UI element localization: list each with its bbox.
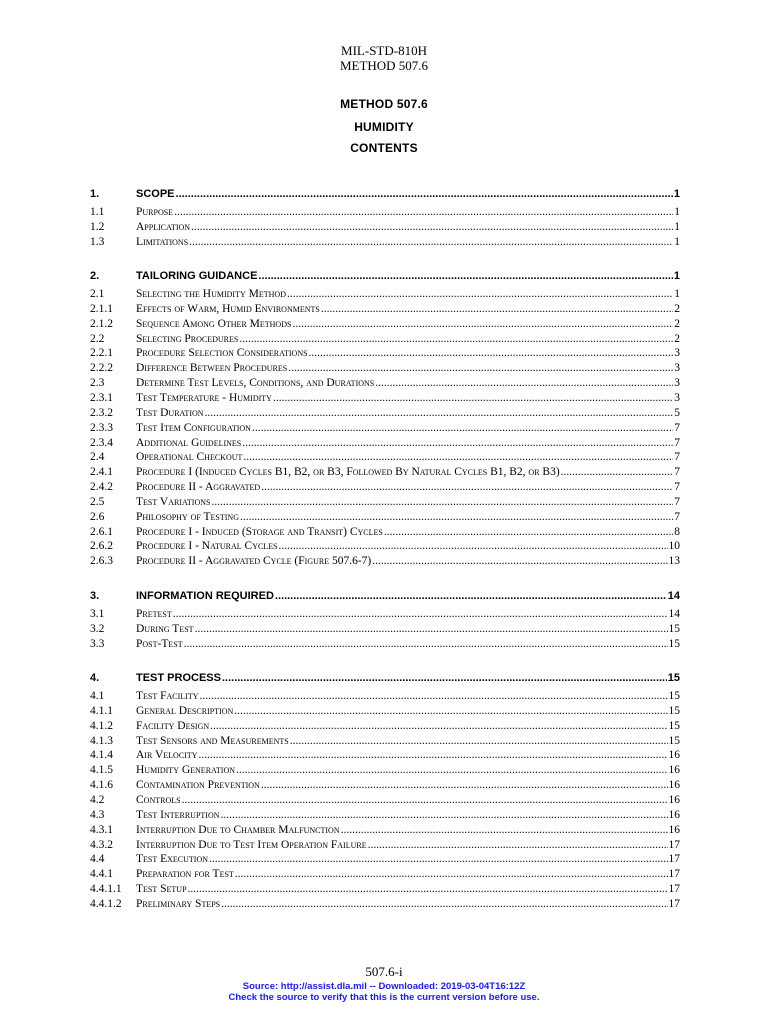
toc-entry-row[interactable]: [90, 523, 680, 538]
toc-entry-row[interactable]: [90, 895, 680, 910]
toc-title: Selecting the Humidity Method: [136, 288, 286, 300]
toc-title: Test Execution: [136, 853, 209, 866]
toc-page-number: 3: [674, 362, 680, 375]
toc-page-number: 16: [668, 823, 680, 836]
toc-leader-dots: [261, 779, 668, 791]
toc-title: Philosophy of Testing: [136, 510, 239, 523]
toc-page-number: 15: [668, 690, 680, 702]
toc-number: 3.2: [90, 622, 105, 635]
toc-leader-dots: [384, 526, 673, 538]
toc-page-number: 16: [668, 749, 680, 762]
toc-leader-dots: [205, 407, 673, 419]
toc-page-number: 1: [674, 288, 680, 300]
toc-leader-dots: [240, 511, 673, 523]
toc-page-number: 17: [668, 853, 680, 866]
toc-entry-row[interactable]: [90, 330, 680, 345]
toc-number: 2.3.1: [90, 391, 113, 404]
toc-title: Procedure II - Aggravated: [136, 481, 261, 494]
toc-entry-row[interactable]: [90, 605, 680, 620]
toc-leader-dots: [184, 638, 668, 650]
toc-page-number: 7: [674, 495, 680, 508]
toc-leader-dots: [261, 481, 673, 493]
toc-entry-row[interactable]: [90, 315, 680, 330]
source-line: Source: http://assist.dla.mil -- Downloaded: 2019-03-04T16:12Z: [242, 981, 526, 992]
toc-title: Application: [136, 220, 191, 233]
toc-entry-row[interactable]: [90, 620, 680, 635]
toc-number: 1.1: [90, 206, 105, 218]
toc-number: 1.3: [90, 235, 105, 248]
toc-page-number: 1: [673, 270, 680, 282]
toc-number: 4.3: [90, 808, 105, 821]
toc-entry-row[interactable]: [90, 806, 680, 821]
document-id: MIL-STD-810H: [341, 43, 427, 58]
toc-number: 3.1: [90, 608, 105, 620]
toc-leader-dots: [372, 555, 667, 567]
toc-leader-dots: [375, 377, 673, 389]
toc-number: 3.3: [90, 637, 105, 650]
toc-title: Test Variations: [136, 495, 211, 508]
toc-number: 4.3.2: [90, 838, 113, 851]
toc-entry-row[interactable]: [90, 203, 680, 218]
toc-page-number: 3: [674, 391, 680, 404]
toc-title: Interruption Due to Chamber Malfunction: [136, 823, 340, 836]
toc-number: 2.2: [90, 332, 105, 345]
toc-title: SCOPE: [136, 188, 175, 200]
toc-leader-dots: [222, 672, 667, 684]
toc-page-number: 1: [674, 235, 680, 248]
toc-section-row[interactable]: [90, 667, 680, 684]
toc-page-number: 15: [668, 704, 680, 717]
toc-title: Test Setup: [136, 883, 187, 896]
toc-entry-row[interactable]: [90, 761, 680, 776]
toc-entry-row[interactable]: [90, 508, 680, 523]
toc-leader-dots: [174, 206, 673, 218]
toc-leader-dots: [290, 735, 668, 747]
toc-number: 4.4.1.2: [90, 897, 122, 910]
toc-page-number: 15: [668, 637, 680, 650]
toc-title: Sequence Among Other Methods: [136, 317, 292, 330]
toc-number: 2.2.2: [90, 362, 113, 375]
toc-leader-dots: [287, 288, 673, 300]
toc-page-number: 1: [674, 206, 680, 218]
toc-entry-row[interactable]: [90, 732, 680, 747]
toc-number: 2.6.2: [90, 540, 113, 553]
toc-title: Test Temperature - Humidity: [136, 391, 272, 404]
toc-number: 4.4.1.1: [90, 883, 122, 896]
toc-leader-dots: [195, 623, 668, 635]
toc-leader-dots: [221, 898, 667, 910]
toc-number: 4.1.5: [90, 764, 113, 777]
toc-entry-row[interactable]: [90, 552, 680, 567]
toc-leader-dots: [235, 868, 668, 880]
toc-number: 2.5: [90, 495, 105, 508]
toc-number: 1.: [90, 188, 100, 200]
toc-title: Controls: [136, 793, 181, 806]
toc-title: Test Facility: [136, 690, 199, 702]
toc-title: Test Item Configuration: [136, 421, 251, 434]
toc-leader-dots: [252, 422, 673, 434]
toc-entry-row[interactable]: [90, 233, 680, 248]
toc-page-number: 15: [668, 719, 680, 732]
toc-leader-dots: [309, 347, 673, 359]
toc-entry-row[interactable]: [90, 687, 680, 702]
toc-title: Procedure II - Aggravated Cycle (Figure 507.6-7): [136, 555, 372, 568]
toc-leader-dots: [182, 794, 668, 806]
toc-entry-row[interactable]: [90, 635, 680, 650]
toc-title: Facility Design: [136, 719, 210, 732]
toc-entry-row[interactable]: [90, 359, 680, 374]
toc-number: 4.1.2: [90, 719, 113, 732]
toc-page-number: 15: [667, 672, 680, 684]
toc-entry-row[interactable]: [90, 419, 680, 434]
toc-leader-dots: [200, 690, 668, 702]
toc-number: 4.: [90, 672, 100, 684]
toc-number: 2.6.3: [90, 555, 113, 568]
toc-number: 2.1.2: [90, 317, 113, 330]
toc-entry-row[interactable]: [90, 478, 680, 493]
toc-entry-row[interactable]: [90, 300, 680, 315]
method-title: METHOD 507.6: [340, 97, 428, 111]
toc-leader-dots: [273, 392, 673, 404]
toc-page-number: 1: [674, 220, 680, 233]
toc-leader-dots: [234, 705, 667, 717]
toc-entry-row[interactable]: [90, 865, 680, 880]
toc-number: 4.2: [90, 793, 105, 806]
toc-title: Operational Checkout: [136, 451, 243, 464]
toc-page-number: 17: [668, 883, 680, 896]
toc-section-row[interactable]: [90, 265, 680, 282]
method-id: METHOD 507.6: [339, 58, 429, 73]
toc-leader-dots: [242, 437, 673, 449]
toc-title: Air Velocity: [136, 749, 198, 762]
toc-page-number: 16: [668, 793, 680, 806]
toc-title: Procedure I - Natural Cycles: [136, 540, 278, 553]
toc-title: Pretest: [136, 608, 172, 620]
toc-entry-row[interactable]: [90, 218, 680, 233]
toc-leader-dots: [243, 451, 673, 463]
toc-entry-row[interactable]: [90, 850, 680, 865]
toc-leader-dots: [341, 824, 668, 836]
toc-page-number: 17: [668, 838, 680, 851]
toc-page-number: 7: [674, 436, 680, 449]
toc-page-number: 2: [674, 317, 680, 330]
toc-number: 3.: [90, 590, 100, 602]
toc-number: 2.4.2: [90, 481, 113, 494]
toc-title: Procedure I - Induced (Storage and Transit) Cycles: [136, 525, 383, 538]
toc-leader-dots: [210, 720, 667, 732]
toc-title: Procedure I (Induced Cycles B1, B2, or B3, Followed By Natural Cycles B1, B2, or B3): [136, 466, 560, 479]
toc-leader-dots: [279, 540, 668, 552]
toc-title: INFORMATION REQUIRED: [136, 590, 274, 602]
toc-entry-row[interactable]: [90, 776, 680, 791]
toc-page-number: 15: [668, 734, 680, 747]
toc-title: Limitations: [136, 235, 189, 248]
toc-number: 2.4.1: [90, 466, 113, 479]
toc-leader-dots: [258, 270, 672, 282]
toc-leader-dots: [275, 590, 667, 602]
toc-title: Difference Between Procedures: [136, 362, 288, 375]
toc-leader-dots: [288, 362, 673, 374]
toc-title: Preparation for Test: [136, 868, 234, 881]
toc-number: 2.1: [90, 288, 105, 300]
toc-entry-row[interactable]: [90, 702, 680, 717]
toc-entry-row[interactable]: [90, 448, 680, 463]
source-notice: Check the source to verify that this is the current version before use.: [228, 992, 540, 1003]
toc-page-number: 16: [668, 779, 680, 792]
toc-number: 4.1.4: [90, 749, 113, 762]
toc-page-number: 7: [674, 451, 680, 464]
toc-title: Selecting Procedures: [136, 332, 239, 345]
toc-page-number: 17: [668, 868, 680, 881]
toc-leader-dots: [173, 608, 668, 620]
toc-title: Interruption Due to Test Item Operation Failure: [136, 838, 367, 851]
toc-entry-row[interactable]: [90, 821, 680, 836]
contents-heading: CONTENTS: [350, 141, 418, 155]
toc-number: 4.4: [90, 853, 105, 866]
toc-page-number: 16: [668, 808, 680, 821]
toc-leader-dots: [188, 883, 668, 895]
toc-page-number: 14: [667, 590, 680, 602]
toc-leader-dots: [368, 839, 668, 851]
toc-title: Preliminary Steps: [136, 897, 221, 910]
toc-title: Effects of Warm, Humid Environments: [136, 302, 320, 315]
toc-page-number: 5: [674, 406, 680, 419]
toc-page-number: 10: [668, 540, 680, 553]
toc-page-number: 7: [674, 421, 680, 434]
toc-number: 4.1.1: [90, 704, 113, 717]
toc-entry-row[interactable]: [90, 791, 680, 806]
toc-number: 4.1: [90, 690, 105, 702]
toc-page-number: 3: [674, 377, 680, 390]
toc-page-number: 14: [668, 608, 680, 620]
toc-entry-row[interactable]: [90, 836, 680, 851]
toc-entry-row[interactable]: [90, 880, 680, 895]
toc-page-number: 1: [673, 188, 680, 200]
page-number: 507.6-i: [365, 964, 403, 979]
toc-page-number: 3: [674, 347, 680, 360]
toc-title: Additional Guidelines: [136, 436, 242, 449]
toc-number: 2.2.1: [90, 347, 113, 360]
toc-leader-dots: [561, 466, 673, 478]
toc-page-number: 2: [674, 302, 680, 315]
toc-title: Post-Test: [136, 637, 183, 650]
toc-entry-row[interactable]: [90, 463, 680, 478]
toc-title: Test Interruption: [136, 808, 220, 821]
toc-title: Humidity Generation: [136, 764, 236, 777]
toc-leader-dots: [199, 749, 668, 761]
toc-number: 2.3.2: [90, 406, 113, 419]
toc-number: 2.1.1: [90, 302, 113, 315]
toc-title: Purpose: [136, 206, 174, 218]
toc-entry-row[interactable]: [90, 717, 680, 732]
toc-title: Test Sensors and Measurements: [136, 734, 289, 747]
toc-title: TAILORING GUIDANCE: [136, 270, 258, 282]
toc-number: 2.6.1: [90, 525, 113, 538]
toc-entry-row[interactable]: [90, 434, 680, 449]
toc-leader-dots: [191, 221, 673, 233]
toc-page-number: 13: [668, 555, 680, 568]
toc-leader-dots: [239, 333, 673, 345]
toc-leader-dots: [211, 496, 673, 508]
toc-page-number: 8: [674, 525, 680, 538]
method-name: HUMIDITY: [354, 120, 414, 134]
toc-entry-row[interactable]: [90, 389, 680, 404]
toc-page-number: 16: [668, 764, 680, 777]
toc-number: 2.3.3: [90, 421, 113, 434]
toc-page-number: 2: [674, 332, 680, 345]
toc-title: General Description: [136, 704, 234, 717]
toc-page-number: 15: [668, 622, 680, 635]
toc-number: 2.: [90, 270, 100, 282]
toc-number: 2.4: [90, 451, 105, 464]
toc-title: Test Duration: [136, 406, 204, 419]
toc-title: Determine Test Levels, Conditions, and Durations: [136, 377, 375, 390]
toc-number: 1.2: [90, 220, 105, 233]
toc-title: During Test: [136, 622, 194, 635]
toc-title: Procedure Selection Considerations: [136, 347, 308, 360]
toc-leader-dots: [189, 236, 673, 248]
toc-title: Contamination Prevention: [136, 779, 260, 792]
toc-entry-row[interactable]: [90, 493, 680, 508]
toc-page-number: 7: [674, 466, 680, 479]
toc-number: 4.3.1: [90, 823, 113, 836]
toc-number: 2.3: [90, 377, 105, 390]
toc-entry-row[interactable]: [90, 746, 680, 761]
toc-leader-dots: [236, 764, 667, 776]
toc-entry-row[interactable]: [90, 404, 680, 419]
toc-number: 4.1.3: [90, 734, 113, 747]
toc-entry-row[interactable]: [90, 344, 680, 359]
toc-leader-dots: [221, 809, 668, 821]
toc-title: TEST PROCESS: [136, 672, 221, 684]
toc-leader-dots: [209, 853, 667, 865]
toc-page-number: 7: [674, 481, 680, 494]
toc-number: 2.3.4: [90, 436, 113, 449]
toc-entry-row[interactable]: [90, 285, 680, 300]
toc-section-row[interactable]: [90, 585, 680, 602]
toc-number: 4.1.6: [90, 779, 113, 792]
toc-entry-row[interactable]: [90, 537, 680, 552]
toc-number: 2.6: [90, 510, 105, 523]
toc-leader-dots: [321, 303, 673, 315]
toc-page-number: 17: [668, 897, 680, 910]
toc-leader-dots: [292, 318, 673, 330]
toc-leader-dots: [176, 188, 673, 200]
toc-entry-row[interactable]: [90, 374, 680, 389]
toc-number: 4.4.1: [90, 868, 113, 881]
toc-page-number: 7: [674, 510, 680, 523]
toc-section-row[interactable]: [90, 183, 680, 200]
